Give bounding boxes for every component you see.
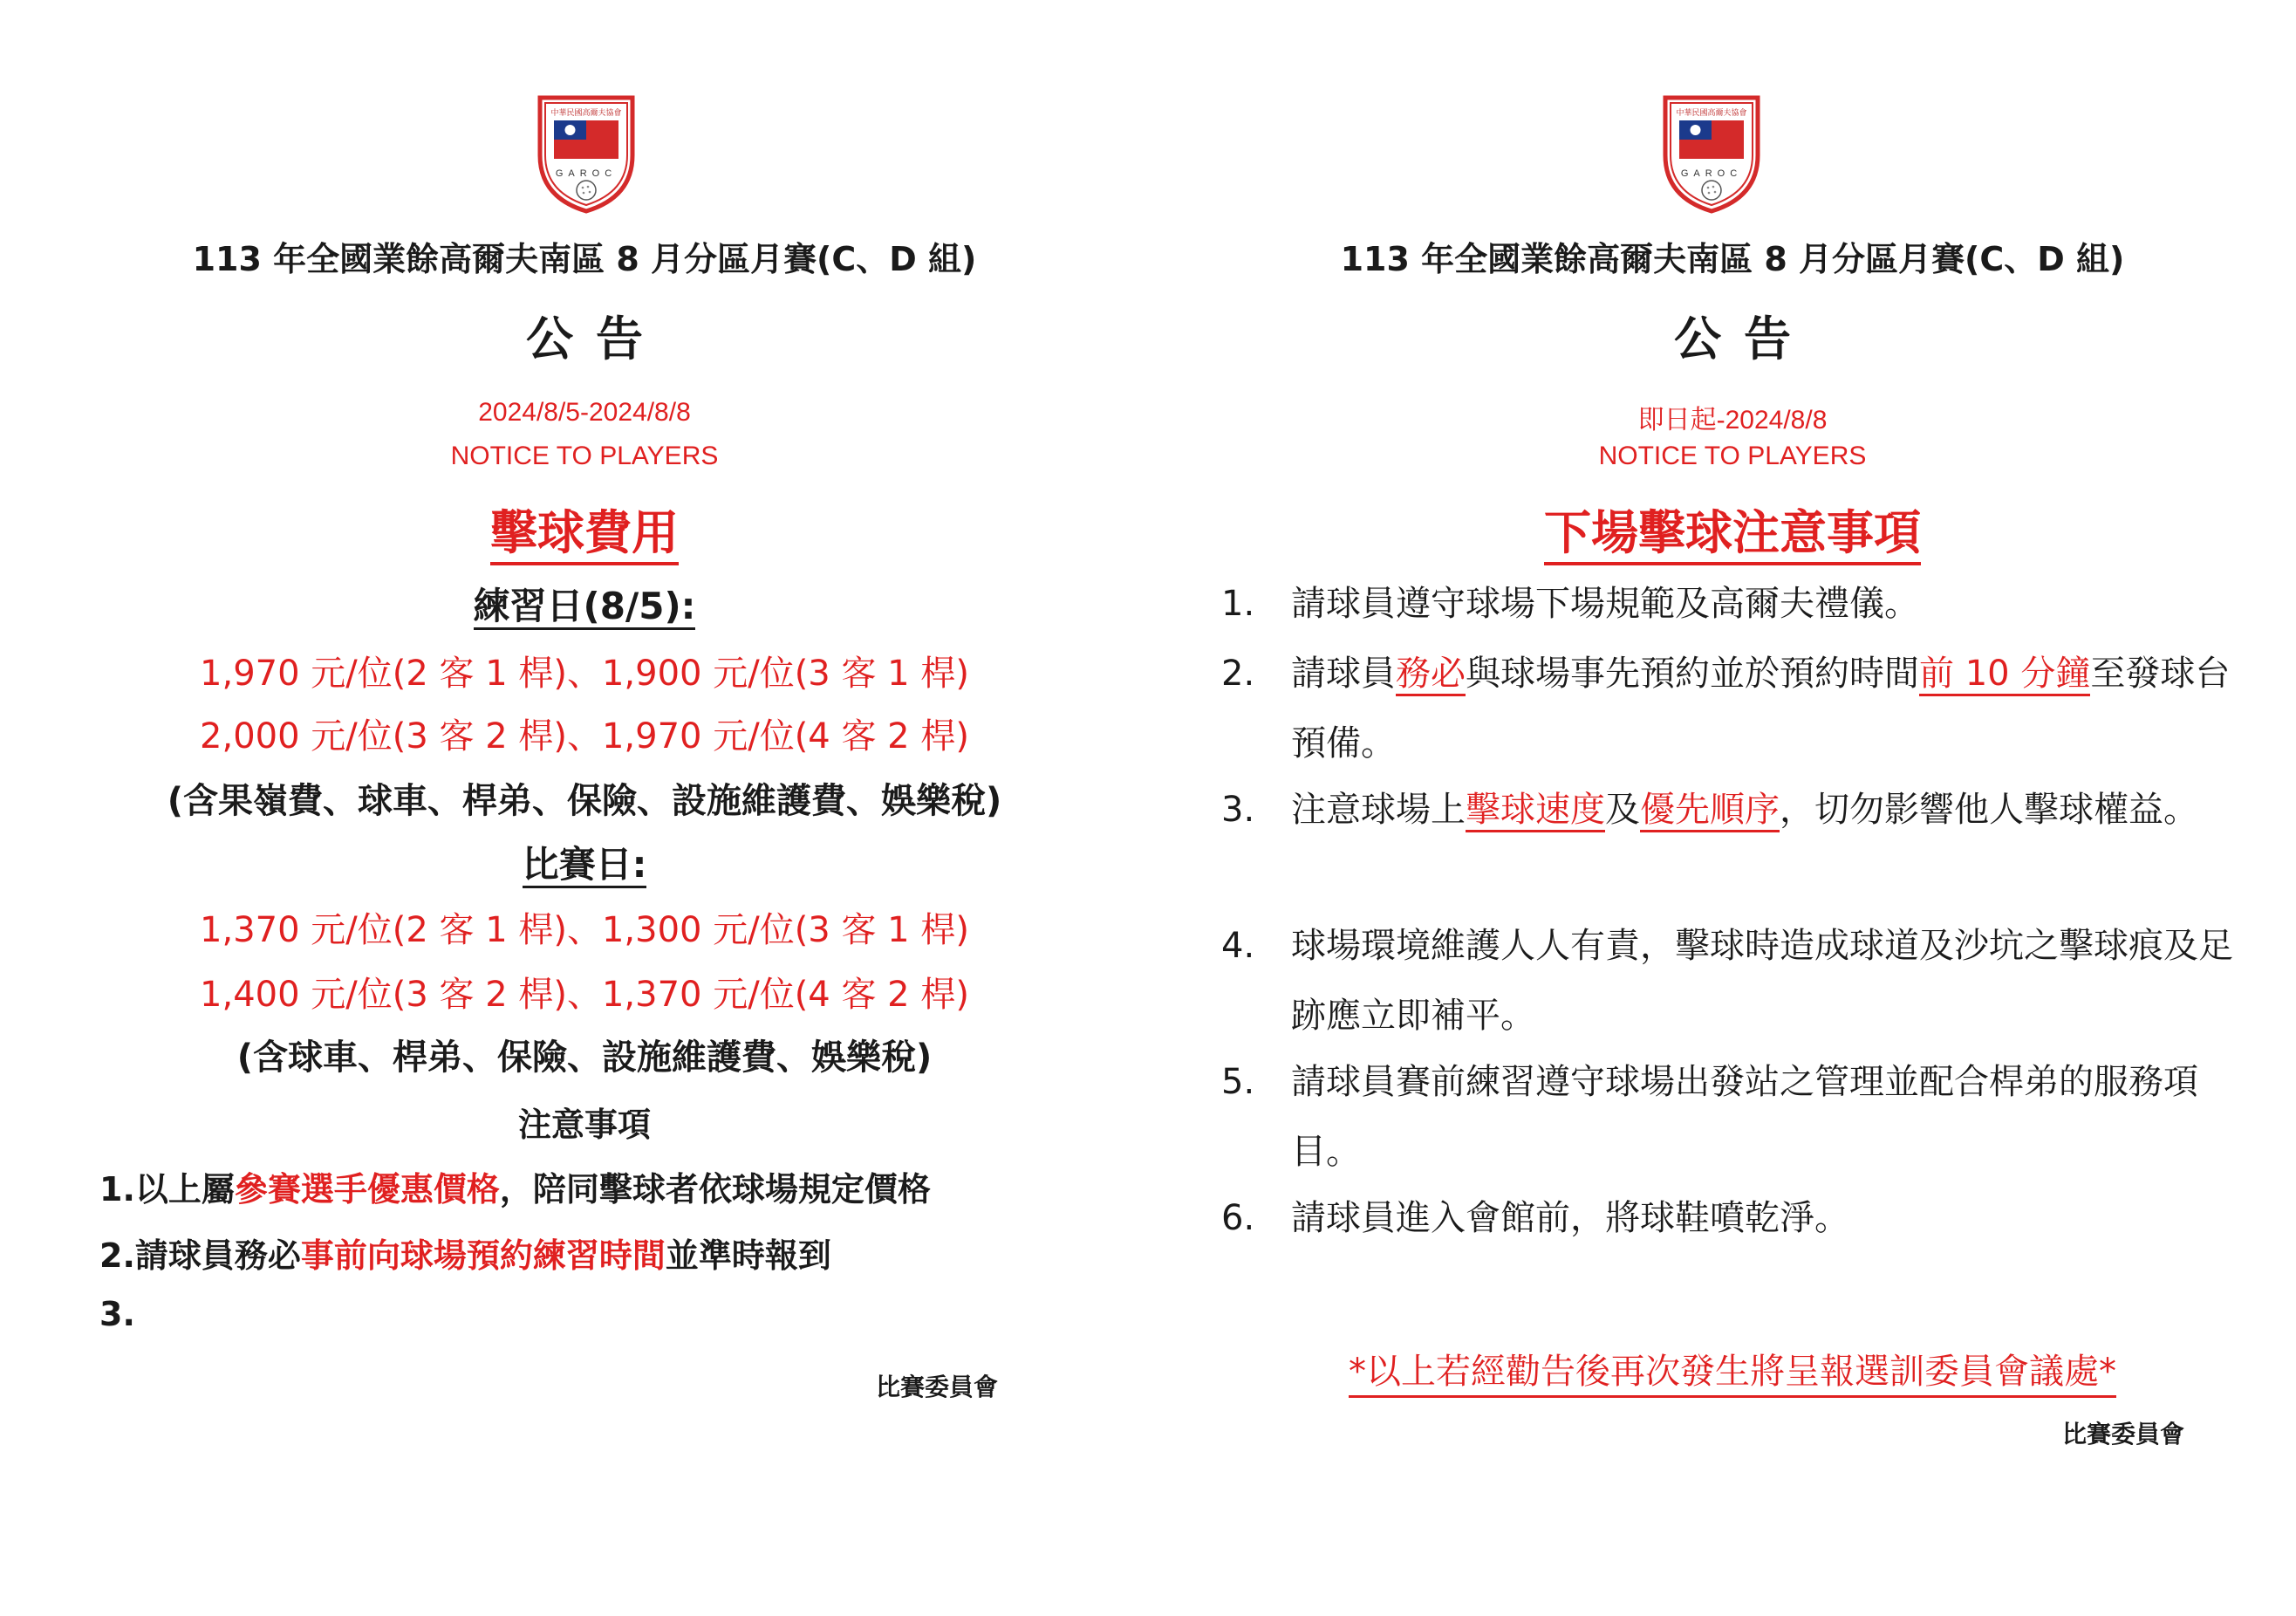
committee-signature: 比賽委員會: [876, 1373, 999, 1401]
practice-day-label: 練習日(8/5):: [0, 578, 1169, 630]
match-price-line: 1,370 元/位(2 客 1 桿)、1,300 元/位(3 客 1 桿): [200, 910, 969, 950]
match-includes: (含球車、桿弟、保險、設施維護費、娛樂稅): [236, 1037, 933, 1078]
announcement-label: 公告: [1674, 312, 1814, 366]
section-heading: 擊球費用: [0, 496, 1169, 563]
notes-title: 注意事項: [517, 1106, 651, 1144]
date-range: 即日起-2024/8/8: [1637, 406, 1828, 435]
practice-price-line: 1,970 元/位(2 客 1 桿)、1,900 元/位(3 客 1 桿): [200, 654, 969, 694]
warning-note: *以上若經勸告後再次發生將呈報選訓委員會議處*: [1169, 1344, 2296, 1393]
logo-letters: GAROC: [555, 168, 618, 179]
practice-includes: (含果嶺費、球車、桿弟、保險、設施維護費、娛樂稅): [167, 781, 1002, 821]
page-title: 113 年全國業餘高爾夫南區 8 月分區月賽(C、D 組): [192, 240, 977, 278]
match-price-line: 1,400 元/位(3 客 2 桿)、1,370 元/位(4 客 2 桿): [200, 975, 969, 1015]
announcement-label: 公告: [526, 312, 666, 366]
notice-to-players: NOTICE TO PLAYERS: [1598, 442, 1867, 470]
notice-to-players: NOTICE TO PLAYERS: [450, 442, 719, 470]
practice-price-line: 2,000 元/位(3 客 2 桿)、1,970 元/位(4 客 2 桿): [200, 716, 969, 757]
logo-letters: GAROC: [1680, 168, 1743, 179]
garoc-logo-icon: [533, 94, 639, 215]
garoc-logo-icon: [1658, 94, 1765, 215]
section-heading: 下場擊球注意事項: [1169, 496, 2296, 563]
note-item: 1.以上屬參賽選手優惠價格，陪同擊球者依球場規定價格: [99, 1170, 931, 1209]
note-item: 2.請球員務必事前向球場預約練習時間並準時報到: [99, 1236, 831, 1275]
logo-org-text: 中華民國高爾夫協會: [550, 109, 622, 118]
committee-signature: 比賽委員會: [2062, 1420, 2185, 1448]
note-item: 3.: [99, 1295, 135, 1333]
page-title: 113 年全國業餘高爾夫南區 8 月分區月賽(C、D 組): [1340, 240, 2125, 278]
date-range: 2024/8/5-2024/8/8: [478, 398, 691, 427]
match-day-label: 比賽日:: [0, 836, 1169, 888]
logo-org-text: 中華民國高爾夫協會: [1676, 109, 1747, 118]
right-notice: 中華民國高爾夫協會 GAROC 113 年全國業餘高爾夫南區 8 月分區月賽(C、D 組) 公告 即日起-2024/8/8 NOTICE TO PLAYERS 下場擊球注意事項 1. 請球員遵守球場下場規範及高爾夫禮儀。 2. 請球員務必與球場事先預約並於預約時間前 10 分鐘至發球台預備。 3. 注意球場上擊球速度及優先順序，切勿影響他人擊球權益。 4. 球場環境維護人人有責，擊球時造成球道及沙坑之擊球痕及足跡應立即補平。 5. 請球員賽前練習遵守球場出發站之管理並配合桿弟的服務項目。 6. 請球員進入會館前，將球鞋噴乾淨。 *以上若經勸告後再次發生將呈報選訓委員會議處* 比賽委員會: [1169, 0, 2296, 1616]
